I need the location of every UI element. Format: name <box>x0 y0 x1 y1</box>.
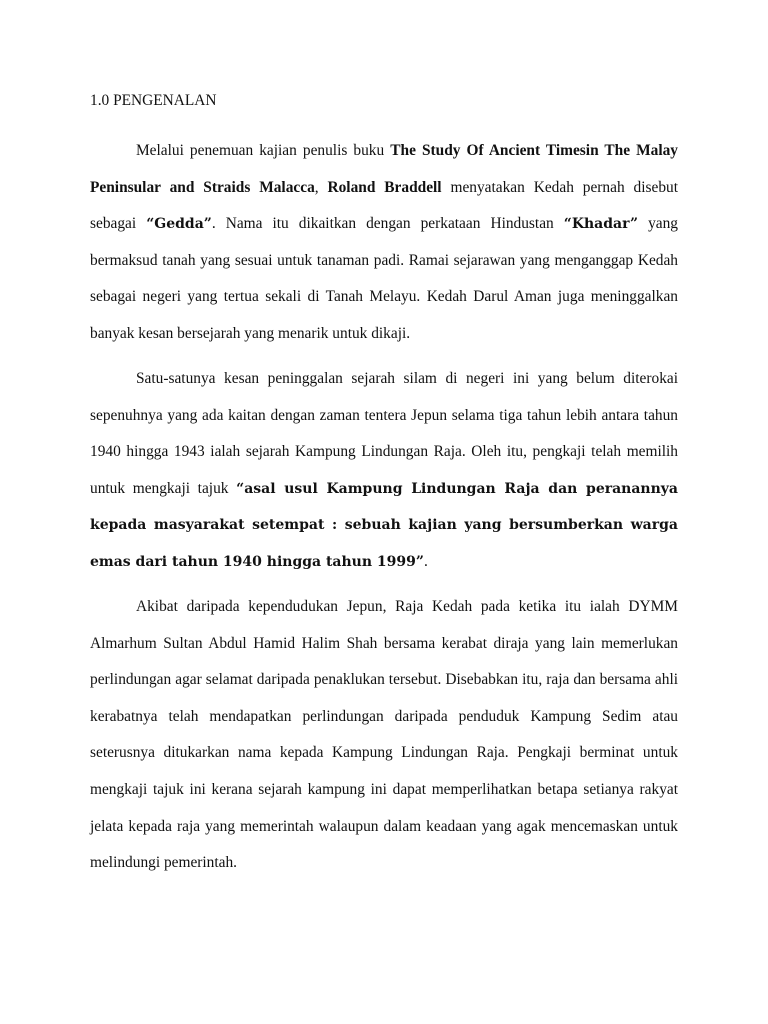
paragraph-1-text-4: . Nama itu dikaitkan dengan perkataan Hindustan <box>211 215 564 233</box>
paragraph-2-text-1: Satu-satunya kesan peninggalan sejarah silam di negeri ini yang belum diterokai sepenuhnya yang ada kaitan dengan zaman tentera Jepun selama tiga tahun lebih antara tahun 1940 hingga 1943 ialah sejarah Kampung Lindungan Raja. Oleh itu, pengkaji telah memilih untuk mengkaji tajuk <box>90 370 678 497</box>
research-topic: “asal usul Kampung Lindungan Raja dan peranannya kepada masyarakat setempat : sebuah kajian yang bersumberkan warga emas dari tahun 1940 hingga tahun 1999” <box>90 480 678 570</box>
paragraph-3: Akibat daripada kependudukan Jepun, Raja Kedah pada ketika itu ialah DYMM Almarhum Sultan Abdul Hamid Halim Shah bersama kerabat diraja yang lain memerlukan perlindungan agar selamat daripada penaklukan tersebut. Disebabkan itu, raja dan bersama ahli kerabatnya telah mendapatkan perlindungan daripada penduduk Kampung Sedim atau seterusnya ditukarkan nama kepada Kampung Lindungan Raja. Pengkaji berminat untuk mengkaji tajuk ini kerana sejarah kampung ini dapat memperlihatkan betapa setianya rakyat jelata kepada raja yang memerintah walaupun dalam keadaan yang agak mencemaskan untuk melindungi pemerintah. <box>90 598 678 872</box>
paragraph-1-text-3: menyatakan Kedah pernah disebut sebagai <box>90 178 678 233</box>
paragraph-1-text-2: , <box>314 178 328 196</box>
book-title: The Study Of Ancient Timesin The Malay Peninsular and Straids Malacca <box>90 142 679 196</box>
paragraph-1-text-5: yang bermaksud tanah yang sesuai untuk tanaman padi. Ramai sejarawan yang menganggap Kedah sebagai negeri yang tertua sekali di Tanah Melayu. Kedah Darul Aman juga meninggalkan banyak kesan bersejarah yang menarik untuk dikaji. <box>90 215 679 342</box>
paragraph-2-text-2: . <box>423 552 428 570</box>
paragraph-1 <box>90 133 678 353</box>
term-khadar: “Khadar” <box>563 216 639 233</box>
paragraph-1-text-1: Melalui penemuan kajian penulis buku <box>136 142 391 159</box>
term-gedda: “Gedda” <box>146 216 212 233</box>
author-name: Roland Braddell <box>327 178 442 196</box>
paragraph-2 <box>90 361 678 581</box>
section-heading: 1.0 PENGENALAN <box>90 92 217 109</box>
